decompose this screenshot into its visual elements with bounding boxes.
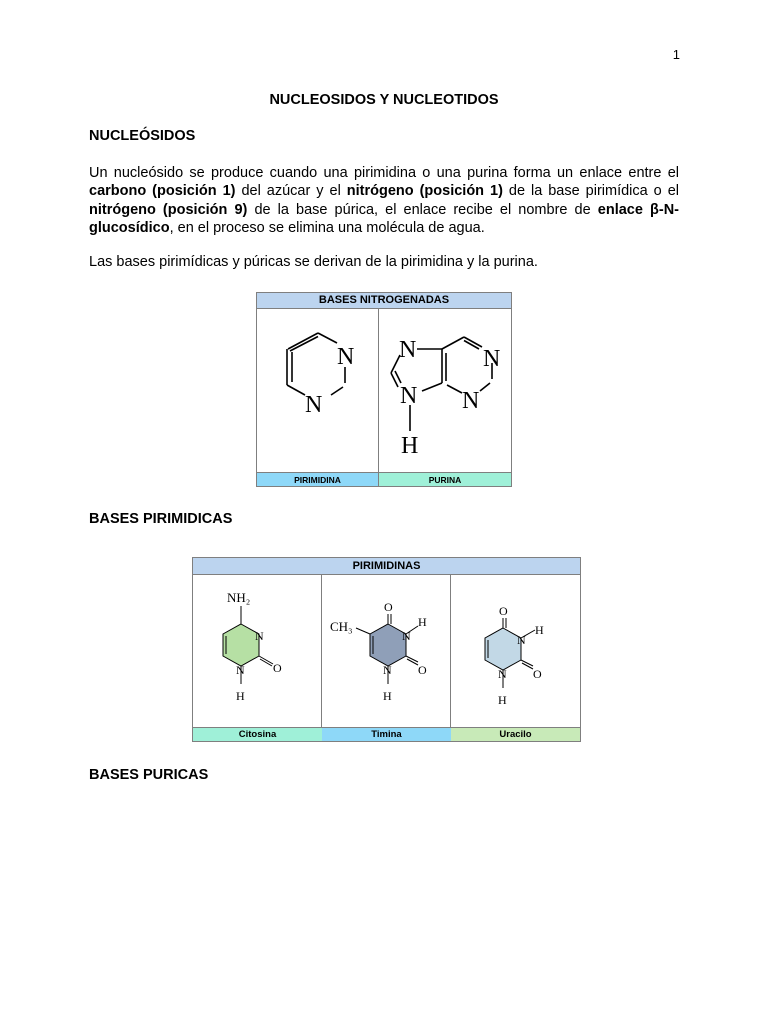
caption-uracilo: Uracilo: [451, 727, 580, 741]
paragraph-bases-derivation: Las bases pirimídicas y púricas se derivan de la pirimidina y la purina.: [89, 254, 538, 270]
caption-purina: PURINA: [379, 472, 511, 486]
atom-o: O: [418, 663, 427, 677]
pyrimidine-structure: [277, 321, 372, 421]
atom-n: N: [462, 388, 480, 414]
heading-bases-pirimidicas: BASES PIRIMIDICAS: [89, 511, 233, 527]
text-run: , en el proceso se elimina una molécula de agua.: [169, 219, 485, 236]
atom-n: N: [255, 629, 264, 643]
atom-n: N: [399, 337, 417, 363]
caption-pirimidina: PIRIMIDINA: [257, 472, 379, 486]
figure-divider: [378, 308, 379, 486]
atom-o: O: [533, 667, 542, 681]
paragraph-nucleosido-definition: [89, 164, 679, 237]
cytosine-structure: [201, 578, 313, 723]
bold-carbono: carbono (posición 1): [89, 183, 236, 200]
text-run: del azúcar y el: [235, 183, 347, 200]
figure-divider: [321, 574, 322, 741]
text-run: de la base púrica, el enlace recibe el nombre de: [247, 201, 598, 218]
atom-n: N: [402, 629, 411, 643]
label-nh2: NH₂: [227, 590, 251, 605]
bold-enlace: enlace β-N-glucosídico: [89, 201, 679, 236]
heading-bases-puricas: BASES PURICAS: [89, 767, 209, 783]
heading-nucleosidos: NUCLEÓSIDOS: [89, 128, 196, 144]
atom-h: H: [535, 623, 544, 637]
atom-n: N: [337, 344, 355, 370]
label-ch3: CH₃: [330, 619, 353, 634]
atom-o: O: [384, 600, 393, 614]
atom-n: N: [498, 667, 507, 681]
atom-h: H: [383, 689, 392, 703]
thymine-structure: [328, 578, 443, 723]
page-number: 1: [672, 47, 680, 62]
atom-o: O: [273, 661, 282, 675]
figure-header: PIRIMIDINAS: [193, 558, 580, 575]
bold-nitrogeno-9: nitrógeno (posición 9): [89, 201, 248, 218]
atom-h: H: [498, 693, 507, 707]
atom-n: N: [236, 663, 245, 677]
atom-h: H: [401, 433, 419, 459]
bold-nitrogeno-1: nitrógeno (posición 1): [346, 183, 503, 200]
atom-n: N: [517, 633, 526, 647]
atom-n: N: [383, 663, 392, 677]
atom-h: H: [418, 615, 427, 629]
atom-n: N: [400, 383, 418, 409]
caption-timina: Timina: [322, 727, 451, 741]
caption-citosina: Citosina: [193, 727, 322, 741]
document-title: NUCLEOSIDOS Y NUCLEOTIDOS: [269, 92, 499, 108]
figure-header: BASES NITROGENADAS: [257, 293, 511, 309]
uracil-structure: [463, 586, 573, 726]
text-run: Un nucleósido se produce cuando una pirimidina o una purina forma un enlace entre el: [89, 165, 679, 181]
atom-n: N: [483, 346, 501, 372]
figure-bases-nitrogenadas: [256, 292, 512, 487]
atom-n: N: [305, 392, 323, 418]
atom-h: H: [236, 689, 245, 703]
text-run: de la base pirimídica o el: [502, 183, 679, 200]
figure-divider: [450, 574, 451, 741]
atom-o: O: [499, 604, 508, 618]
purine-structure: [382, 333, 507, 468]
figure-pirimidinas: [192, 557, 581, 742]
